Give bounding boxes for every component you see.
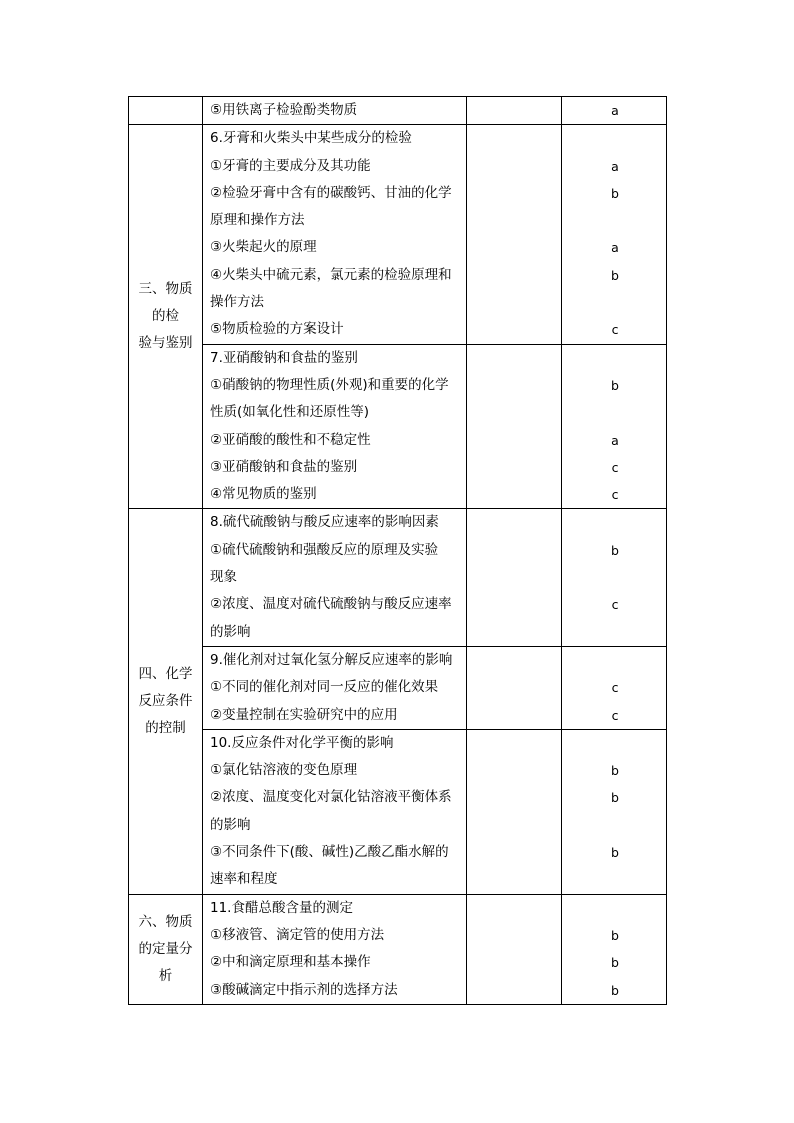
level-value (562, 812, 666, 839)
category-line: 六、物质 (138, 913, 193, 930)
level-cell (562, 97, 667, 125)
topic-cell (203, 509, 467, 646)
topic-title: 10.反应条件对化学平衡的影响 (210, 734, 394, 751)
item-text: ⑤物质检验的方案设计 (210, 321, 344, 338)
level-value: c (611, 597, 619, 613)
topic-title: 9.催化剂对过氧化氢分解反应速率的影响 (210, 651, 453, 668)
level-value (562, 509, 666, 536)
blank-cell (467, 125, 562, 344)
level-value (562, 564, 666, 591)
level-value: a (611, 432, 619, 448)
topic-title: 7.亚硝酸钠和食盐的鉴别 (210, 349, 358, 366)
level-value: c (611, 487, 619, 503)
item-text: ②浓度、温度对硫代硫酸钠与酸反应速率 (210, 596, 452, 613)
level-value: b (611, 982, 619, 998)
table-row (129, 125, 667, 344)
blank-cell (467, 729, 562, 894)
item-text: 现象 (210, 569, 237, 586)
level-value: b (611, 542, 619, 558)
topic-cell (203, 646, 467, 729)
table-row (129, 344, 667, 509)
level-value: b (611, 790, 619, 806)
table-row (129, 729, 667, 894)
item-text: ②浓度、温度变化对氯化钴溶液平衡体系 (210, 789, 452, 806)
item-text: ①氯化钴溶液的变色原理 (210, 762, 358, 779)
category-line: 反应条件 (138, 693, 193, 710)
topic-cell (203, 97, 467, 125)
blank-cell (467, 646, 562, 729)
topic-title: 6.牙膏和火柴头中某些成分的检验 (210, 130, 412, 147)
topic-cell (203, 344, 467, 509)
level-value (562, 619, 666, 646)
level-value: a (611, 240, 619, 256)
level-value: c (611, 322, 619, 338)
level-value: b (611, 845, 619, 861)
level-value (562, 866, 666, 893)
level-value (562, 399, 666, 426)
item-text: 的影响 (210, 816, 251, 833)
category-line: 析 (158, 967, 173, 984)
item-text: ②亚硝酸的酸性和不稳定性 (210, 431, 371, 448)
item-text: 性质(如氧化性和还原性等) (210, 404, 370, 421)
item-text: ③酸碱滴定中指示剂的选择方法 (210, 981, 398, 998)
level-cell (562, 509, 667, 646)
table-row (129, 646, 667, 729)
level-value: c (611, 680, 619, 696)
level-cell (562, 646, 667, 729)
level-value (562, 895, 666, 922)
level-value: b (611, 185, 619, 201)
level-value (562, 125, 666, 152)
level-value: c (611, 707, 619, 723)
item-text: 原理和操作方法 (210, 212, 305, 229)
item-text: ①不同的催化剂对同一反应的催化效果 (210, 679, 439, 696)
level-cell (562, 729, 667, 894)
category-cell (129, 509, 203, 894)
category-line: 三、物质 (138, 281, 193, 298)
item-text: ①牙膏的主要成分及其功能 (210, 157, 371, 174)
level-cell (562, 125, 667, 344)
level-value (562, 647, 666, 674)
item-text: 的影响 (210, 623, 251, 640)
level-value: b (611, 927, 619, 943)
blank-cell (467, 509, 562, 646)
level-value (562, 345, 666, 372)
syllabus-table (128, 96, 667, 1005)
item-text: ③火柴起火的原理 (210, 239, 317, 256)
category-line: 四、化学 (138, 666, 193, 683)
item-text: ①硝酸钠的物理性质(外观)和重要的化学 (210, 376, 449, 393)
level-value (562, 207, 666, 234)
item-text: ②变量控制在实验研究中的应用 (210, 706, 398, 723)
topic-cell (203, 894, 467, 1004)
item-text: ②检验牙膏中含有的碳酸钙、甘油的化学 (210, 184, 452, 201)
blank-cell (467, 344, 562, 509)
blank-cell (467, 97, 562, 125)
topic-cell (203, 125, 467, 344)
blank-cell (467, 894, 562, 1004)
category-line: 验与鉴别 (138, 335, 193, 352)
level-value (562, 730, 666, 757)
category-line: 的定量分 (138, 940, 193, 957)
item-text: 速率和程度 (210, 871, 278, 888)
item-text: ③亚硝酸钠和食盐的鉴别 (210, 458, 358, 475)
category-cell (129, 125, 203, 509)
category-line: 的控制 (145, 720, 186, 737)
category-line: 的检 (152, 308, 179, 325)
item-text: ①移液管、滴定管的使用方法 (210, 926, 385, 943)
item-text: ③不同条件下(酸、碱性)乙酸乙酯水解的 (210, 844, 449, 861)
item-text: ①硫代硫酸钠和强酸反应的原理及实验 (210, 541, 439, 558)
category-cell (129, 894, 203, 1004)
level-value: a (611, 158, 619, 174)
item-text: ②中和滴定原理和基本操作 (210, 954, 371, 971)
topic-title: 11.食醋总酸含量的测定 (210, 899, 353, 916)
topic-cell (203, 729, 467, 894)
item-text: 操作方法 (210, 294, 264, 311)
level-value: b (611, 955, 619, 971)
table-row (129, 97, 667, 125)
category-cell (129, 97, 203, 125)
topic-title: 8.硫代硫酸钠与酸反应速率的影响因素 (210, 514, 439, 531)
level-value: b (611, 377, 619, 393)
item-text: ④常见物质的鉴别 (210, 486, 317, 503)
level-value: a (611, 103, 619, 118)
item-text: ⑤用铁离子检验酚类物质 (210, 102, 358, 118)
item-text: ④火柴头中硫元素，氯元素的检验原理和 (210, 266, 452, 283)
level-cell (562, 344, 667, 509)
level-value (562, 289, 666, 316)
level-value: b (611, 763, 619, 779)
level-value: c (611, 459, 619, 475)
level-value: b (611, 267, 619, 283)
table-row (129, 894, 667, 1004)
level-cell (562, 894, 667, 1004)
table-row (129, 509, 667, 646)
